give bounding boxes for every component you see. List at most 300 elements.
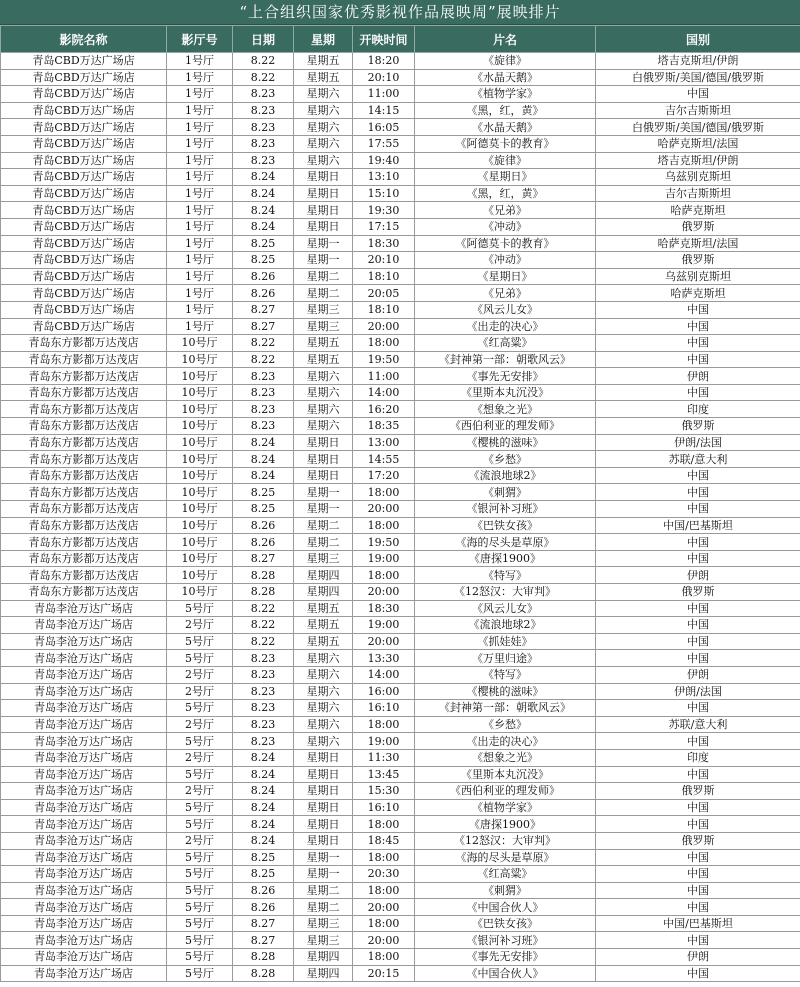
showtime-cell: 17:15 bbox=[353, 218, 415, 235]
film-title-cell: 《唐探1900》 bbox=[415, 816, 596, 833]
cinema-cell: 青岛CBD万达广场店 bbox=[1, 252, 167, 269]
cinema-cell: 青岛东方影都万达茂店 bbox=[1, 484, 167, 501]
table-row bbox=[1, 799, 800, 816]
table-row bbox=[1, 484, 800, 501]
weekday-cell: 星期一 bbox=[294, 866, 353, 883]
cinema-cell: 青岛李沧万达广场店 bbox=[1, 633, 167, 650]
hall-cell: 10号厅 bbox=[167, 567, 233, 584]
film-title-cell: 《红高粱》 bbox=[415, 335, 596, 352]
film-title-cell: 《事先无安排》 bbox=[415, 368, 596, 385]
showtime-cell: 18:00 bbox=[353, 335, 415, 352]
film-title-cell: 《乡愁》 bbox=[415, 451, 596, 468]
film-title-cell: 《刺猬》 bbox=[415, 484, 596, 501]
date-cell: 8.24 bbox=[233, 799, 294, 816]
country-cell: 苏联/意大利 bbox=[596, 716, 800, 733]
country-cell: 中国 bbox=[596, 849, 800, 866]
cinema-cell: 青岛李沧万达广场店 bbox=[1, 965, 167, 982]
film-title-cell: 《西伯利亚的理发师》 bbox=[415, 783, 596, 800]
cinema-cell: 青岛CBD万达广场店 bbox=[1, 86, 167, 103]
hall-cell: 10号厅 bbox=[167, 384, 233, 401]
film-title-cell: 《樱桃的滋味》 bbox=[415, 434, 596, 451]
country-cell: 俄罗斯 bbox=[596, 218, 800, 235]
hall-cell: 5号厅 bbox=[167, 915, 233, 932]
hall-cell: 1号厅 bbox=[167, 318, 233, 335]
country-cell: 中国 bbox=[596, 351, 800, 368]
date-cell: 8.23 bbox=[233, 102, 294, 119]
showtime-cell: 18:00 bbox=[353, 567, 415, 584]
showtime-cell: 18:30 bbox=[353, 600, 415, 617]
weekday-cell: 星期六 bbox=[294, 666, 353, 683]
weekday-cell: 星期五 bbox=[294, 617, 353, 634]
country-cell: 中国 bbox=[596, 882, 800, 899]
cinema-cell: 青岛李沧万达广场店 bbox=[1, 683, 167, 700]
country-cell: 印度 bbox=[596, 401, 800, 418]
country-cell: 中国 bbox=[596, 467, 800, 484]
showtime-cell: 14:55 bbox=[353, 451, 415, 468]
film-title-cell: 《里斯本丸沉没》 bbox=[415, 384, 596, 401]
film-title-cell: 《黑，红，黄》 bbox=[415, 102, 596, 119]
hall-cell: 2号厅 bbox=[167, 832, 233, 849]
date-cell: 8.25 bbox=[233, 849, 294, 866]
table-row bbox=[1, 69, 800, 86]
film-title-cell: 《出走的决心》 bbox=[415, 318, 596, 335]
cinema-cell: 青岛东方影都万达茂店 bbox=[1, 534, 167, 551]
showtime-cell: 20:15 bbox=[353, 965, 415, 982]
cinema-cell: 青岛李沧万达广场店 bbox=[1, 899, 167, 916]
film-title-cell: 《封神第一部：朝歌风云》 bbox=[415, 700, 596, 717]
table-row bbox=[1, 202, 800, 219]
film-title-cell: 《风云儿女》 bbox=[415, 600, 596, 617]
cinema-cell: 青岛CBD万达广场店 bbox=[1, 268, 167, 285]
cinema-cell: 青岛CBD万达广场店 bbox=[1, 185, 167, 202]
hall-cell: 5号厅 bbox=[167, 650, 233, 667]
weekday-cell: 星期三 bbox=[294, 550, 353, 567]
date-cell: 8.28 bbox=[233, 567, 294, 584]
showtime-cell: 19:00 bbox=[353, 733, 415, 750]
weekday-cell: 星期六 bbox=[294, 401, 353, 418]
hall-cell: 10号厅 bbox=[167, 368, 233, 385]
showtime-cell: 20:10 bbox=[353, 252, 415, 269]
country-cell: 哈萨克斯坦 bbox=[596, 285, 800, 302]
weekday-cell: 星期二 bbox=[294, 285, 353, 302]
country-cell: 俄罗斯 bbox=[596, 832, 800, 849]
film-title-cell: 《樱桃的滋味》 bbox=[415, 683, 596, 700]
table-row bbox=[1, 550, 800, 567]
weekday-cell: 星期三 bbox=[294, 301, 353, 318]
table-row bbox=[1, 832, 800, 849]
table-row bbox=[1, 335, 800, 352]
table-row bbox=[1, 666, 800, 683]
weekday-cell: 星期五 bbox=[294, 600, 353, 617]
country-cell: 哈萨克斯坦 bbox=[596, 202, 800, 219]
date-cell: 8.26 bbox=[233, 285, 294, 302]
date-cell: 8.28 bbox=[233, 584, 294, 601]
weekday-cell: 星期六 bbox=[294, 683, 353, 700]
header-showtime: 开映时间 bbox=[353, 26, 415, 53]
film-title-cell: 《风云儿女》 bbox=[415, 301, 596, 318]
film-title-cell: 《事先无安排》 bbox=[415, 949, 596, 966]
hall-cell: 10号厅 bbox=[167, 467, 233, 484]
cinema-cell: 青岛东方影都万达茂店 bbox=[1, 584, 167, 601]
cinema-cell: 青岛东方影都万达茂店 bbox=[1, 434, 167, 451]
schedule-table bbox=[0, 25, 800, 982]
country-cell: 中国 bbox=[596, 766, 800, 783]
hall-cell: 10号厅 bbox=[167, 351, 233, 368]
hall-cell: 10号厅 bbox=[167, 484, 233, 501]
weekday-cell: 星期六 bbox=[294, 368, 353, 385]
weekday-cell: 星期六 bbox=[294, 152, 353, 169]
date-cell: 8.22 bbox=[233, 617, 294, 634]
showtime-cell: 13:45 bbox=[353, 766, 415, 783]
cinema-cell: 青岛CBD万达广场店 bbox=[1, 119, 167, 136]
cinema-cell: 青岛东方影都万达茂店 bbox=[1, 501, 167, 518]
hall-cell: 2号厅 bbox=[167, 749, 233, 766]
film-title-cell: 《植物学家》 bbox=[415, 86, 596, 103]
weekday-cell: 星期六 bbox=[294, 650, 353, 667]
cinema-cell: 青岛东方影都万达茂店 bbox=[1, 567, 167, 584]
table-row bbox=[1, 749, 800, 766]
country-cell: 中国 bbox=[596, 550, 800, 567]
country-cell: 俄罗斯 bbox=[596, 418, 800, 435]
country-cell: 中国 bbox=[596, 484, 800, 501]
showtime-cell: 17:20 bbox=[353, 467, 415, 484]
showtime-cell: 16:10 bbox=[353, 700, 415, 717]
table-row bbox=[1, 434, 800, 451]
cinema-cell: 青岛东方影都万达茂店 bbox=[1, 368, 167, 385]
hall-cell: 10号厅 bbox=[167, 434, 233, 451]
date-cell: 8.25 bbox=[233, 252, 294, 269]
cinema-cell: 青岛CBD万达广场店 bbox=[1, 169, 167, 186]
showtime-cell: 17:55 bbox=[353, 135, 415, 152]
weekday-cell: 星期日 bbox=[294, 202, 353, 219]
hall-cell: 5号厅 bbox=[167, 700, 233, 717]
weekday-cell: 星期日 bbox=[294, 185, 353, 202]
hall-cell: 2号厅 bbox=[167, 683, 233, 700]
film-title-cell: 《流浪地球2》 bbox=[415, 467, 596, 484]
table-row bbox=[1, 301, 800, 318]
film-title-cell: 《中国合伙人》 bbox=[415, 899, 596, 916]
weekday-cell: 星期六 bbox=[294, 119, 353, 136]
showtime-cell: 20:10 bbox=[353, 69, 415, 86]
date-cell: 8.24 bbox=[233, 467, 294, 484]
film-title-cell: 《中国合伙人》 bbox=[415, 965, 596, 982]
film-title-cell: 《兄弟》 bbox=[415, 285, 596, 302]
hall-cell: 1号厅 bbox=[167, 268, 233, 285]
cinema-cell: 青岛东方影都万达茂店 bbox=[1, 517, 167, 534]
weekday-cell: 星期六 bbox=[294, 384, 353, 401]
date-cell: 8.28 bbox=[233, 965, 294, 982]
weekday-cell: 星期六 bbox=[294, 135, 353, 152]
hall-cell: 10号厅 bbox=[167, 401, 233, 418]
cinema-cell: 青岛李沧万达广场店 bbox=[1, 700, 167, 717]
showtime-cell: 14:00 bbox=[353, 384, 415, 401]
table-row bbox=[1, 965, 800, 982]
weekday-cell: 星期日 bbox=[294, 467, 353, 484]
film-title-cell: 《水晶天鹅》 bbox=[415, 69, 596, 86]
hall-cell: 1号厅 bbox=[167, 135, 233, 152]
showtime-cell: 20:00 bbox=[353, 501, 415, 518]
hall-cell: 5号厅 bbox=[167, 799, 233, 816]
cinema-cell: 青岛CBD万达广场店 bbox=[1, 102, 167, 119]
hall-cell: 5号厅 bbox=[167, 899, 233, 916]
weekday-cell: 星期日 bbox=[294, 766, 353, 783]
country-cell: 中国 bbox=[596, 534, 800, 551]
table-row bbox=[1, 816, 800, 833]
header-weekday: 星期 bbox=[294, 26, 353, 53]
table-row bbox=[1, 733, 800, 750]
film-title-cell: 《乡愁》 bbox=[415, 716, 596, 733]
film-title-cell: 《想象之光》 bbox=[415, 401, 596, 418]
weekday-cell: 星期五 bbox=[294, 69, 353, 86]
table-row bbox=[1, 252, 800, 269]
cinema-cell: 青岛CBD万达广场店 bbox=[1, 53, 167, 70]
table-row bbox=[1, 135, 800, 152]
date-cell: 8.23 bbox=[233, 733, 294, 750]
date-cell: 8.27 bbox=[233, 915, 294, 932]
film-title-cell: 《海的尽头是草原》 bbox=[415, 534, 596, 551]
showtime-cell: 16:20 bbox=[353, 401, 415, 418]
hall-cell: 5号厅 bbox=[167, 600, 233, 617]
date-cell: 8.23 bbox=[233, 683, 294, 700]
table-row bbox=[1, 534, 800, 551]
weekday-cell: 星期六 bbox=[294, 418, 353, 435]
weekday-cell: 星期五 bbox=[294, 351, 353, 368]
date-cell: 8.23 bbox=[233, 700, 294, 717]
cinema-cell: 青岛CBD万达广场店 bbox=[1, 235, 167, 252]
cinema-cell: 青岛CBD万达广场店 bbox=[1, 202, 167, 219]
hall-cell: 1号厅 bbox=[167, 102, 233, 119]
table-row bbox=[1, 401, 800, 418]
table-row bbox=[1, 849, 800, 866]
date-cell: 8.28 bbox=[233, 949, 294, 966]
hall-cell: 1号厅 bbox=[167, 185, 233, 202]
showtime-cell: 19:30 bbox=[353, 202, 415, 219]
cinema-cell: 青岛李沧万达广场店 bbox=[1, 600, 167, 617]
table-row bbox=[1, 53, 800, 70]
country-cell: 中国/巴基斯坦 bbox=[596, 517, 800, 534]
cinema-cell: 青岛李沧万达广场店 bbox=[1, 733, 167, 750]
date-cell: 8.24 bbox=[233, 816, 294, 833]
table-row bbox=[1, 102, 800, 119]
hall-cell: 5号厅 bbox=[167, 882, 233, 899]
table-row bbox=[1, 584, 800, 601]
date-cell: 8.23 bbox=[233, 716, 294, 733]
film-title-cell: 《植物学家》 bbox=[415, 799, 596, 816]
hall-cell: 1号厅 bbox=[167, 301, 233, 318]
showtime-cell: 18:30 bbox=[353, 235, 415, 252]
weekday-cell: 星期二 bbox=[294, 517, 353, 534]
hall-cell: 10号厅 bbox=[167, 584, 233, 601]
table-row bbox=[1, 451, 800, 468]
film-title-cell: 《阿德莫卡的教育》 bbox=[415, 235, 596, 252]
film-title-cell: 《冲动》 bbox=[415, 252, 596, 269]
weekday-cell: 星期六 bbox=[294, 716, 353, 733]
date-cell: 8.24 bbox=[233, 218, 294, 235]
table-row bbox=[1, 683, 800, 700]
date-cell: 8.23 bbox=[233, 86, 294, 103]
film-title-cell: 《唐探1900》 bbox=[415, 550, 596, 567]
hall-cell: 5号厅 bbox=[167, 816, 233, 833]
cinema-cell: 青岛CBD万达广场店 bbox=[1, 218, 167, 235]
film-title-cell: 《里斯本丸沉没》 bbox=[415, 766, 596, 783]
date-cell: 8.24 bbox=[233, 749, 294, 766]
date-cell: 8.22 bbox=[233, 351, 294, 368]
film-title-cell: 《银河补习班》 bbox=[415, 932, 596, 949]
hall-cell: 10号厅 bbox=[167, 501, 233, 518]
weekday-cell: 星期二 bbox=[294, 268, 353, 285]
hall-cell: 1号厅 bbox=[167, 119, 233, 136]
country-cell: 中国 bbox=[596, 899, 800, 916]
hall-cell: 5号厅 bbox=[167, 932, 233, 949]
table-row bbox=[1, 882, 800, 899]
weekday-cell: 星期六 bbox=[294, 700, 353, 717]
country-cell: 塔吉克斯坦/伊朗 bbox=[596, 53, 800, 70]
table-row bbox=[1, 268, 800, 285]
date-cell: 8.27 bbox=[233, 318, 294, 335]
showtime-cell: 20:00 bbox=[353, 584, 415, 601]
cinema-cell: 青岛东方影都万达茂店 bbox=[1, 351, 167, 368]
showtime-cell: 18:20 bbox=[353, 53, 415, 70]
weekday-cell: 星期日 bbox=[294, 218, 353, 235]
cinema-cell: 青岛李沧万达广场店 bbox=[1, 766, 167, 783]
date-cell: 8.23 bbox=[233, 650, 294, 667]
showtime-cell: 18:00 bbox=[353, 816, 415, 833]
table-row bbox=[1, 915, 800, 932]
header-date: 日期 bbox=[233, 26, 294, 53]
showtime-cell: 18:00 bbox=[353, 882, 415, 899]
weekday-cell: 星期五 bbox=[294, 633, 353, 650]
showtime-cell: 11:00 bbox=[353, 368, 415, 385]
cinema-cell: 青岛李沧万达广场店 bbox=[1, 783, 167, 800]
date-cell: 8.26 bbox=[233, 882, 294, 899]
film-title-cell: 《刺猬》 bbox=[415, 882, 596, 899]
header-row bbox=[1, 26, 800, 53]
country-cell: 伊朗/法国 bbox=[596, 683, 800, 700]
showtime-cell: 18:00 bbox=[353, 517, 415, 534]
table-row bbox=[1, 285, 800, 302]
country-cell: 伊朗 bbox=[596, 949, 800, 966]
date-cell: 8.22 bbox=[233, 335, 294, 352]
table-row bbox=[1, 218, 800, 235]
cinema-cell: 青岛李沧万达广场店 bbox=[1, 932, 167, 949]
showtime-cell: 20:30 bbox=[353, 866, 415, 883]
weekday-cell: 星期四 bbox=[294, 584, 353, 601]
cinema-cell: 青岛李沧万达广场店 bbox=[1, 716, 167, 733]
film-title-cell: 《海的尽头是草原》 bbox=[415, 849, 596, 866]
hall-cell: 2号厅 bbox=[167, 666, 233, 683]
hall-cell: 1号厅 bbox=[167, 69, 233, 86]
hall-cell: 10号厅 bbox=[167, 550, 233, 567]
country-cell: 中国 bbox=[596, 335, 800, 352]
table-row bbox=[1, 716, 800, 733]
country-cell: 中国 bbox=[596, 318, 800, 335]
table-row bbox=[1, 86, 800, 103]
date-cell: 8.24 bbox=[233, 766, 294, 783]
table-row bbox=[1, 766, 800, 783]
film-title-cell: 《巴铁女孩》 bbox=[415, 915, 596, 932]
date-cell: 8.23 bbox=[233, 119, 294, 136]
showtime-cell: 14:00 bbox=[353, 666, 415, 683]
showtime-cell: 20:00 bbox=[353, 899, 415, 916]
weekday-cell: 星期三 bbox=[294, 318, 353, 335]
weekday-cell: 星期五 bbox=[294, 53, 353, 70]
weekday-cell: 星期日 bbox=[294, 169, 353, 186]
showtime-cell: 18:10 bbox=[353, 301, 415, 318]
country-cell: 中国 bbox=[596, 650, 800, 667]
hall-cell: 1号厅 bbox=[167, 235, 233, 252]
film-title-cell: 《万里归途》 bbox=[415, 650, 596, 667]
film-title-cell: 《旋律》 bbox=[415, 53, 596, 70]
showtime-cell: 14:15 bbox=[353, 102, 415, 119]
table-row bbox=[1, 700, 800, 717]
hall-cell: 1号厅 bbox=[167, 285, 233, 302]
date-cell: 8.24 bbox=[233, 169, 294, 186]
film-title-cell: 《出走的决心》 bbox=[415, 733, 596, 750]
country-cell: 俄罗斯 bbox=[596, 584, 800, 601]
country-cell: 中国 bbox=[596, 617, 800, 634]
hall-cell: 10号厅 bbox=[167, 335, 233, 352]
film-title-cell: 《巴铁女孩》 bbox=[415, 517, 596, 534]
hall-cell: 5号厅 bbox=[167, 849, 233, 866]
schedule-table-wrap bbox=[0, 25, 800, 987]
weekday-cell: 星期六 bbox=[294, 86, 353, 103]
header-film-title: 片名 bbox=[415, 26, 596, 53]
cinema-cell: 青岛李沧万达广场店 bbox=[1, 666, 167, 683]
hall-cell: 10号厅 bbox=[167, 418, 233, 435]
country-cell: 乌兹别克斯坦 bbox=[596, 268, 800, 285]
header-cinema: 影院名称 bbox=[1, 26, 167, 53]
cinema-cell: 青岛李沧万达广场店 bbox=[1, 882, 167, 899]
film-title-cell: 《想象之光》 bbox=[415, 749, 596, 766]
cinema-cell: 青岛东方影都万达茂店 bbox=[1, 550, 167, 567]
weekday-cell: 星期六 bbox=[294, 733, 353, 750]
cinema-cell: 青岛CBD万达广场店 bbox=[1, 301, 167, 318]
date-cell: 8.24 bbox=[233, 185, 294, 202]
table-row bbox=[1, 633, 800, 650]
date-cell: 8.22 bbox=[233, 53, 294, 70]
cinema-cell: 青岛CBD万达广场店 bbox=[1, 285, 167, 302]
date-cell: 8.27 bbox=[233, 932, 294, 949]
weekday-cell: 星期日 bbox=[294, 749, 353, 766]
country-cell: 中国/巴基斯坦 bbox=[596, 915, 800, 932]
country-cell: 中国 bbox=[596, 700, 800, 717]
film-title-cell: 《兄弟》 bbox=[415, 202, 596, 219]
film-title-cell: 《黑，红，黄》 bbox=[415, 185, 596, 202]
date-cell: 8.25 bbox=[233, 866, 294, 883]
cinema-cell: 青岛李沧万达广场店 bbox=[1, 866, 167, 883]
date-cell: 8.22 bbox=[233, 69, 294, 86]
showtime-cell: 19:00 bbox=[353, 617, 415, 634]
showtime-cell: 13:30 bbox=[353, 650, 415, 667]
table-row bbox=[1, 617, 800, 634]
date-cell: 8.26 bbox=[233, 268, 294, 285]
country-cell: 中国 bbox=[596, 501, 800, 518]
cinema-cell: 青岛李沧万达广场店 bbox=[1, 617, 167, 634]
showtime-cell: 15:10 bbox=[353, 185, 415, 202]
film-title-cell: 《流浪地球2》 bbox=[415, 617, 596, 634]
showtime-cell: 16:10 bbox=[353, 799, 415, 816]
date-cell: 8.23 bbox=[233, 152, 294, 169]
showtime-cell: 20:00 bbox=[353, 318, 415, 335]
table-row bbox=[1, 949, 800, 966]
country-cell: 俄罗斯 bbox=[596, 252, 800, 269]
weekday-cell: 星期一 bbox=[294, 501, 353, 518]
hall-cell: 5号厅 bbox=[167, 866, 233, 883]
table-row bbox=[1, 119, 800, 136]
hall-cell: 2号厅 bbox=[167, 716, 233, 733]
showtime-cell: 19:00 bbox=[353, 550, 415, 567]
hall-cell: 10号厅 bbox=[167, 517, 233, 534]
